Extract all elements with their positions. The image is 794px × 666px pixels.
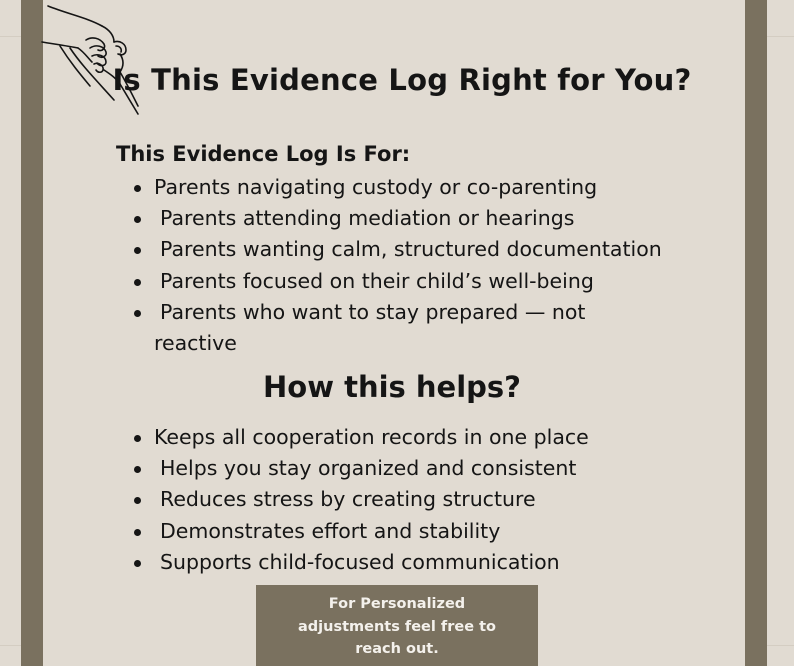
for-list xyxy=(120,172,694,359)
left-edge-line-bottom xyxy=(0,645,21,646)
list-item xyxy=(120,266,694,297)
cta-line: adjustments feel free to xyxy=(298,618,496,635)
left-edge-line xyxy=(0,36,21,37)
list-item xyxy=(120,453,694,484)
cta-line: For Personalized xyxy=(328,596,466,612)
page-title-text: Is This Evidence Log Right for You? xyxy=(112,63,692,97)
list-item-text: Demonstrates effort and stability xyxy=(160,518,501,543)
page-title xyxy=(0,63,794,97)
right-edge-line-bottom xyxy=(767,645,794,646)
list-item-text: Parents focused on their child’s well-being xyxy=(160,268,594,293)
contact-cta-box xyxy=(256,585,538,666)
list-item-text: Parents who want to stay prepared — not reactive xyxy=(154,299,586,356)
list-item xyxy=(120,422,694,453)
list-item xyxy=(120,297,594,359)
how-section-heading-text: How this helps? xyxy=(263,370,521,404)
list-item-text: Parents attending mediation or hearings xyxy=(160,206,575,231)
list-item-text: Keeps all cooperation records in one place xyxy=(154,425,589,449)
list-item xyxy=(120,516,694,547)
list-item xyxy=(120,484,694,515)
list-item xyxy=(120,203,694,234)
how-section-heading xyxy=(0,370,794,404)
list-item-text: Parents wanting calm, structured documentation xyxy=(160,237,662,262)
list-item xyxy=(120,172,694,203)
cta-line: reach out. xyxy=(355,641,439,657)
holding-hands-icon xyxy=(40,2,140,117)
right-edge-line xyxy=(767,36,794,37)
list-item xyxy=(120,547,694,578)
for-section-heading: This Evidence Log Is For: xyxy=(116,142,411,166)
list-item xyxy=(120,234,694,265)
right-border-band xyxy=(745,0,767,666)
list-item-text: Parents navigating custody or co-parenting xyxy=(154,175,598,199)
list-item-text: Helps you stay organized and consistent xyxy=(160,456,577,481)
list-item-text: Reduces stress by creating structure xyxy=(160,487,536,512)
list-item-text: Supports child-focused communication xyxy=(160,549,560,574)
helps-list xyxy=(120,422,694,578)
